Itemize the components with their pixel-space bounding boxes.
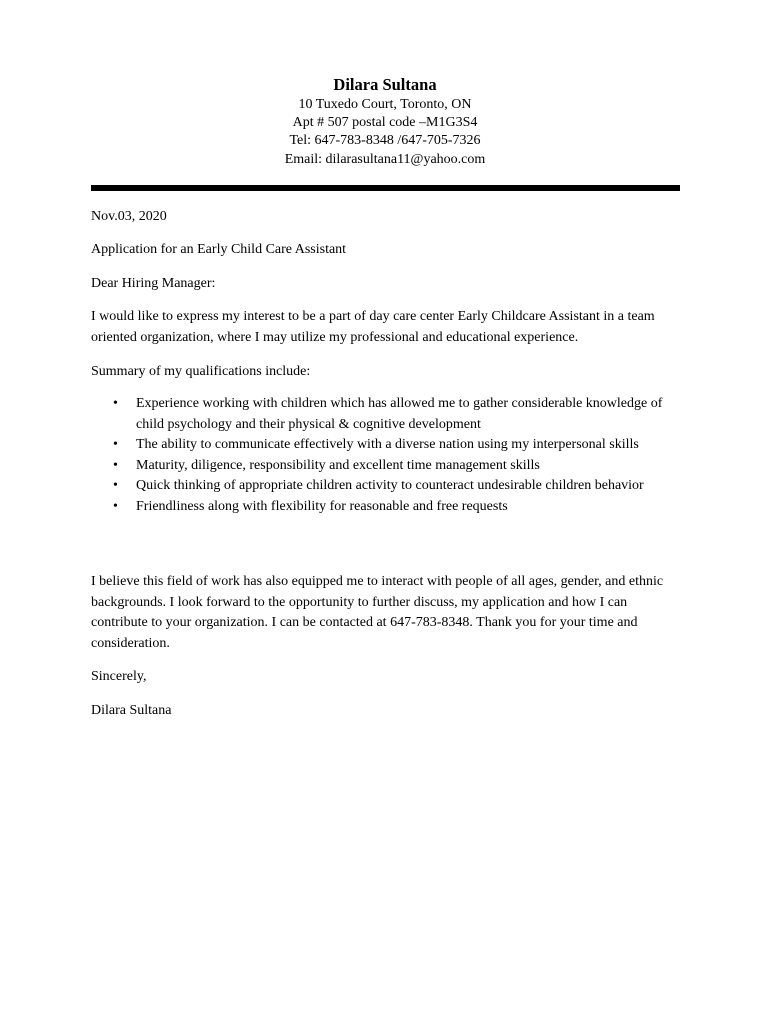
bullet-icon: • xyxy=(113,396,118,411)
qualification-text: Quick thinking of appropriate children activity to counteract undesirable children behavior xyxy=(136,478,644,493)
letter-header xyxy=(0,74,770,169)
letter-salutation: Dear Hiring Manager: xyxy=(91,276,216,291)
intro-paragraph: I would like to express my interest to be a part of day care center Early Childcare Assistant in a team oriented organization, where I may utilize my professional and educational experience. xyxy=(91,309,655,345)
summary-heading: Summary of my qualifications include: xyxy=(91,364,311,379)
list-item xyxy=(91,394,691,435)
sender-phone: Tel: 647-783-8348 /647-705-7326 xyxy=(289,133,481,149)
qualifications-list xyxy=(91,394,691,517)
list-item xyxy=(91,456,691,477)
qualification-text: Experience working with children which has allowed me to gather considerable knowledge of child psychology and their physical & cognitive development xyxy=(136,396,663,432)
sender-email: Email: dilarasultana11@yahoo.com xyxy=(284,151,486,167)
header-divider xyxy=(91,185,680,191)
closing-paragraph: I believe this field of work has also equipped me to interact with people of all ages, gender, and ethnic backgrounds. I look forward to the opportunity to further discuss, my application and how I can contribute to your organization. I can be contacted at 647-783-8348. Thank you for your time and consideration. xyxy=(91,574,664,651)
list-item xyxy=(91,497,691,518)
list-item xyxy=(91,476,691,497)
bullet-icon: • xyxy=(113,478,118,493)
list-item xyxy=(91,435,691,456)
signature-name: Dilara Sultana xyxy=(91,703,172,718)
qualification-text: Friendliness along with flexibility for reasonable and free requests xyxy=(136,498,508,514)
letter-subject: Application for an Early Child Care Assistant xyxy=(91,242,347,257)
sender-address-line-2: Apt # 507 postal code –M1G3S4 xyxy=(292,115,478,131)
sender-name: Dilara Sultana xyxy=(333,75,437,94)
bullet-icon: • xyxy=(113,437,118,452)
bullet-icon: • xyxy=(113,457,118,473)
sender-address-line-1: 10 Tuxedo Court, Toronto, ON xyxy=(298,97,472,112)
qualification-text: Maturity, diligence, responsibility and excellent time management skills xyxy=(136,457,540,473)
qualification-text: The ability to communicate effectively with a diverse nation using my interpersonal skills xyxy=(136,437,639,452)
bullet-icon: • xyxy=(113,498,118,514)
letter-date: Nov.03, 2020 xyxy=(91,209,167,224)
sign-off: Sincerely, xyxy=(91,669,147,684)
